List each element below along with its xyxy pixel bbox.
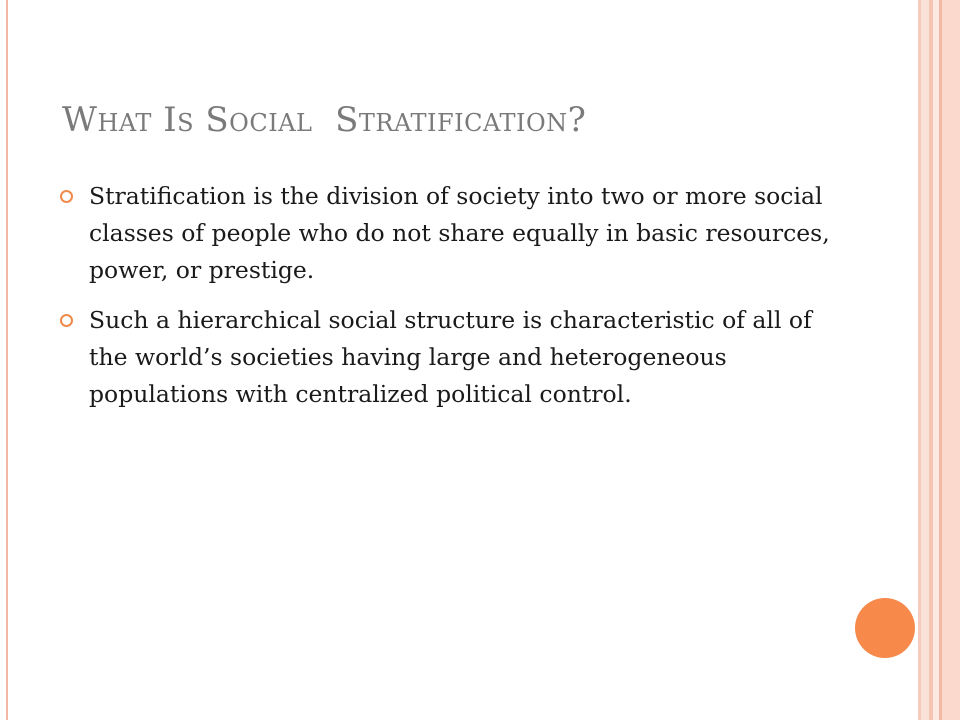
orange-circle-decoration — [855, 598, 915, 658]
bullet-text: Such a hierarchical social structure is characteristic of all of the world’s societies having large and heterogeneous populations with centralized political control. — [89, 306, 812, 408]
bullet-item — [60, 178, 830, 289]
left-border — [6, 0, 8, 720]
slide-title: What Is Social Stratification? — [62, 100, 587, 140]
bullet-text: Stratification is the division of society into two or more social classes of people who do not share equally in basic resources, power, or prestige. — [89, 182, 830, 284]
bullet-list — [60, 178, 830, 426]
bullet-item — [60, 302, 830, 413]
right-stripe — [942, 0, 960, 720]
ring-bullet-icon — [60, 190, 73, 203]
ring-bullet-icon — [60, 314, 73, 327]
right-stripe — [921, 0, 929, 720]
